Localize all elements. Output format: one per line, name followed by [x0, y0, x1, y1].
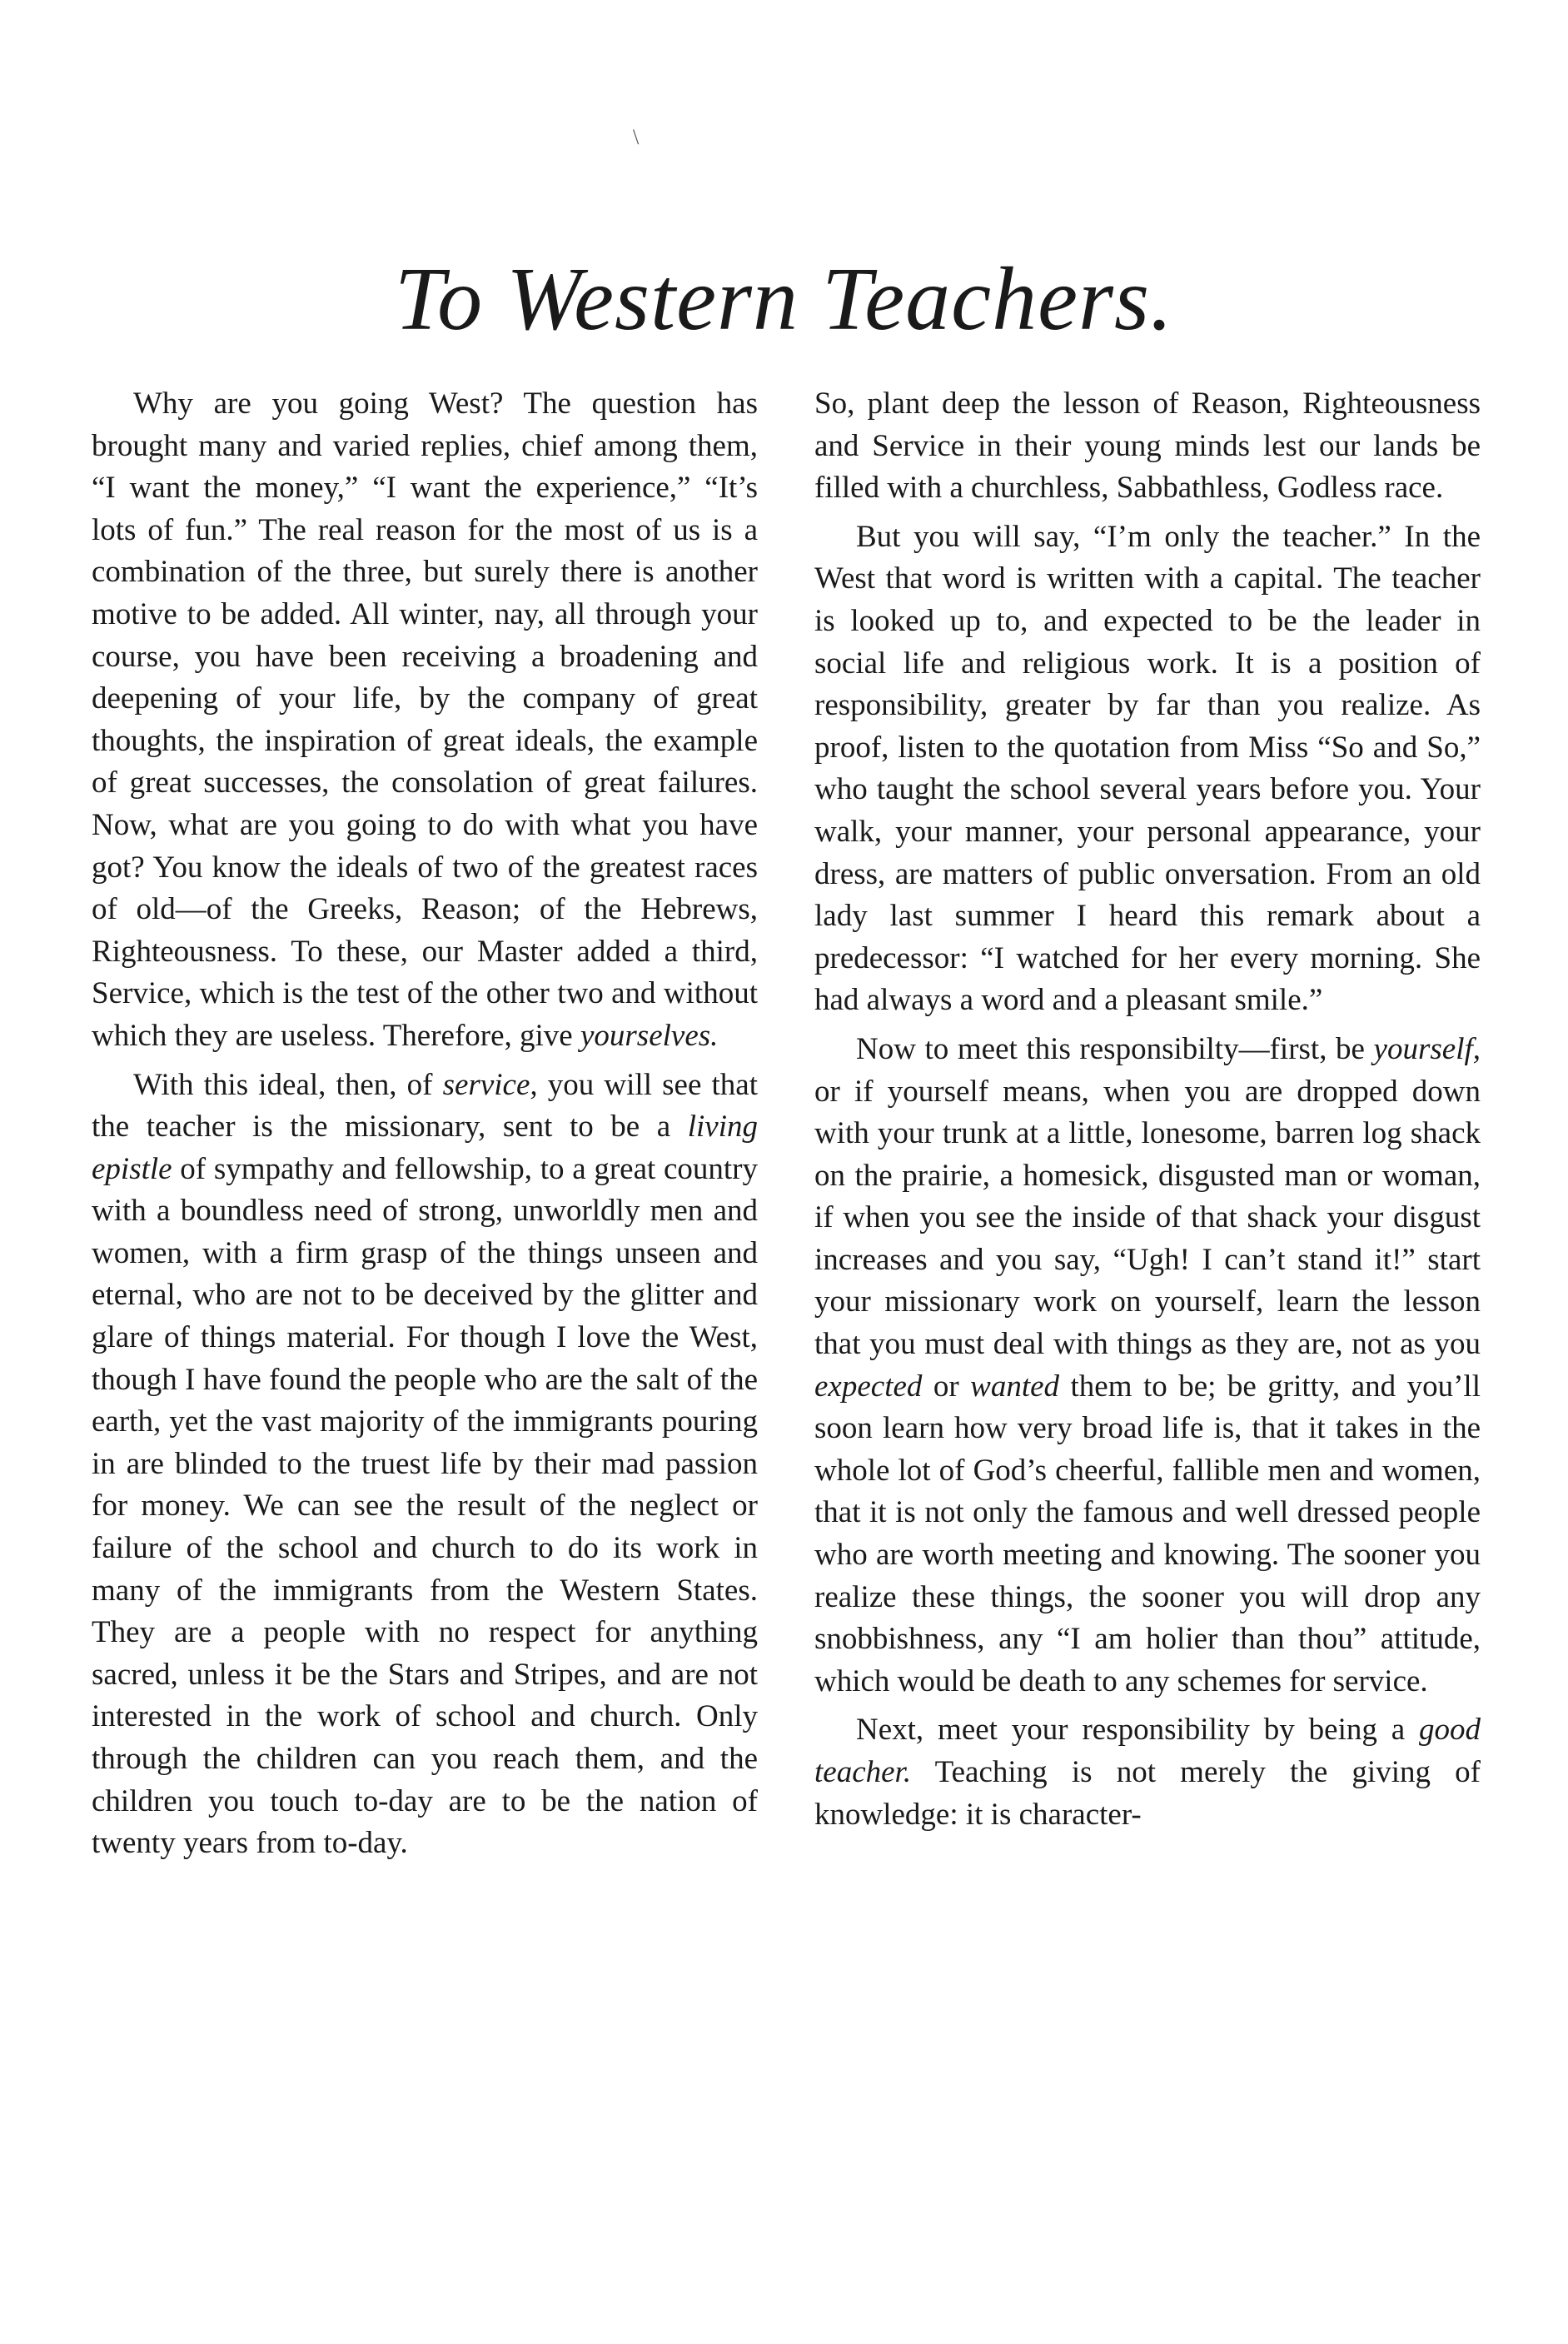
italic-text: expected [814, 1369, 923, 1404]
text-segment: them to be; be gritty, and you’ll soon learn how very broad life is, that it takes in the whole lot of God’s cheerful, fallible men and women, that it is not only the famous and well dressed people who are worth meeting and knowing. The sooner you realize these things, the sooner you will drop any snobbishness, any “I am holier than thou” attitude, which would be death to any schemes for service. [814, 1369, 1481, 1698]
italic-text: service, [442, 1067, 538, 1102]
paragraph [814, 516, 1481, 1022]
italic-text: yourself, [1373, 1031, 1481, 1066]
italic-text: good teacher. [814, 1713, 1481, 1789]
text-segment: Next, meet your responsibility by being a [856, 1713, 1419, 1748]
text-segment: you will see that the teacher is the missionary, sent to be a [92, 1067, 758, 1145]
paragraph [814, 383, 1481, 510]
text-segment: But you will say, “I’m only the teacher.” In the West that word is written with a capital. The teacher is looked up to, and expected to be the leader in social life and religious work. It is a position of responsibility, greater by far than you realize. As proof, listen to the quotation from Miss “So and So,” who taught the school several years before you. Your walk, your manner, your personal appearance, your dress, are matters of public onversation. From an old lady last summer I heard this remark about a predecessor: “I watched for her every morning. She had always a word and a pleasant smile.” [814, 519, 1481, 1018]
page-title: To Western Teachers. [394, 250, 1174, 349]
text-segment: With this ideal, then, of [133, 1067, 443, 1102]
text-segment: or if yourself means, when you are dropped down with your trunk at a little, lonesome, barren log shack on the prairie, a homesick, disgusted man or woman, if when you see the inside of that shack your disgust increases and you say, “Ugh! I can’t stand it!” start your missionary work on yourself, learn the lesson that you must deal with things as they are, not as you [814, 1074, 1481, 1362]
text-segment: of sympathy and fellowship, to a great country with a boundless need of strong, unworldly men and women, with a firm grasp of the things unseen and eternal, who are not to be deceived by the glitter and glare of things material. For though I love the West, though I have found the people who are the salt of the earth, yet the vast majority of the immigrants pouring in are blinded to the truest life by their mad passion for money. We can see the result of the neglect or failure of the school and church to do its work in many of the immigrants from the Western States. They are a people with no respect for anything sacred, unless it be the Stars and Stripes, and are not interested in the work of school and church. Only through the children can you reach them, and the children you touch to-day are to be the nation of twenty years from to-day. [92, 1151, 758, 1861]
italic-text: yourselves. [580, 1018, 719, 1053]
stray-mark: \ [633, 125, 640, 149]
paragraph [814, 1709, 1481, 1836]
text-segment: So, plant deep the lesson of Reason, Righteousness and Service in their young minds lest our lands be filled with a churchless, Sabbathless, Godless race. [814, 387, 1481, 506]
left-column [92, 383, 758, 1865]
text-segment: Why are you going West? The question has brought many and varied replies, chief among them, “I want the money,” “I want the experience,” “It’s lots of fun.” The real reason for the most of us is a combination of the three, but surely there is another motive to be added. All winter, nay, all through your course, you have been receiving a broadening and deepening of your life, by the company of great thoughts, the inspiration of great ideals, the example of great successes, the consolation of great failures. Now, what are you going to do with what you have got? You know the ideals of two of the greatest races of old—of the Greeks, Reason; of the Hebrews, Righteousness. To these, our Master added a third, Service, which is the test of the other two and without which they are useless. Therefore, give [92, 387, 758, 1053]
paragraph [92, 1065, 758, 1865]
right-column [814, 383, 1481, 1836]
text-segment: Now to meet this responsibilty—first, be [856, 1031, 1374, 1066]
italic-text: wanted [970, 1369, 1060, 1404]
paragraph [814, 1029, 1481, 1703]
italic-text: living epistle [92, 1110, 758, 1186]
text-segment: or [922, 1369, 971, 1404]
text-segment: Teaching is not merely the giving of knowledge: it is character- [814, 1755, 1481, 1832]
paragraph [92, 383, 758, 1058]
